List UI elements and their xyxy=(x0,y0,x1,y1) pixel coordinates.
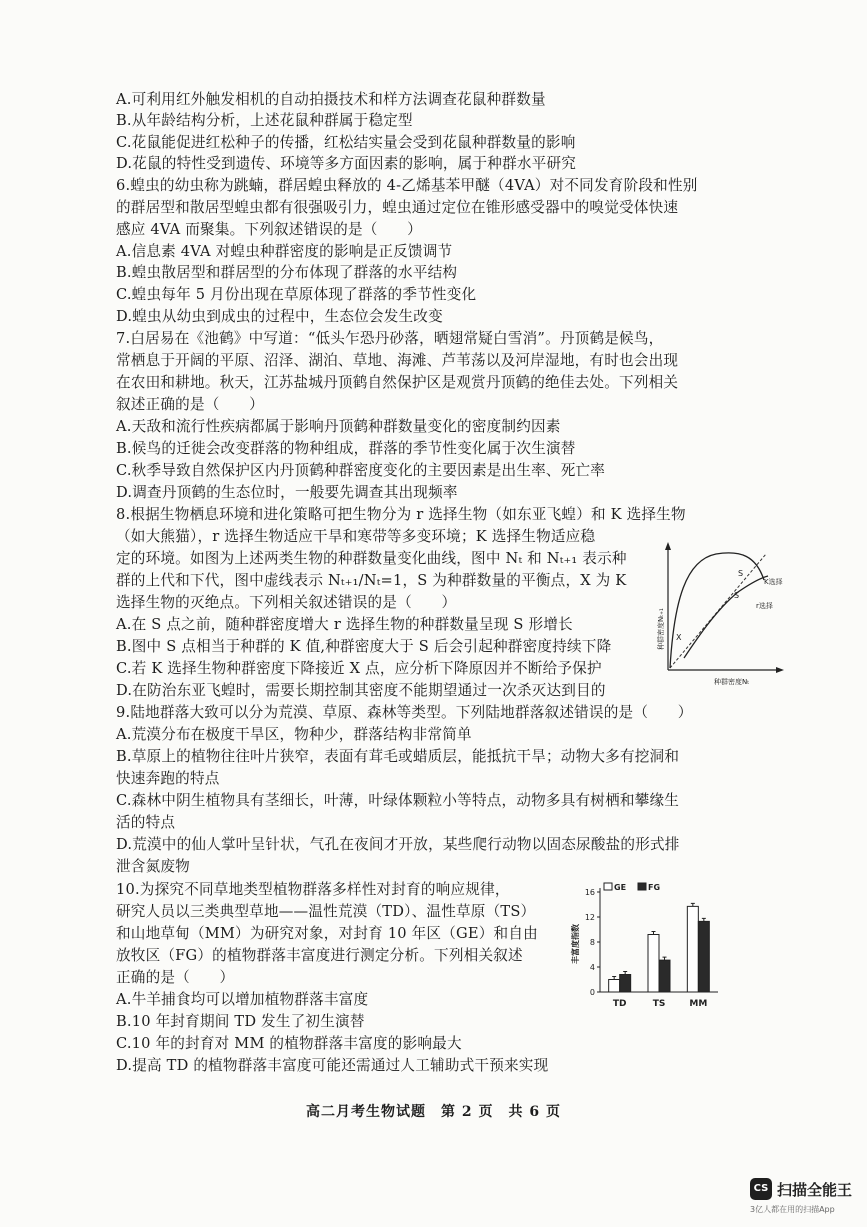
text-line: 10.为探究不同草地类型植物群落多样性对封育的响应规律， xyxy=(116,881,510,898)
text-line: 群的上代和下代，图中虚线表示 Nₜ₊₁/Nₜ=1，S 为种群数量的平衡点，X 为 K xyxy=(116,572,627,589)
fig8-k-label: K选择 xyxy=(764,578,783,586)
chart-y-tick-label: 16 xyxy=(584,888,595,897)
text-line: C.蝗虫每年 5 月份出现在草原体现了群落的季节性变化 xyxy=(116,286,477,303)
text-line: （如大熊猫），r 选择生物适应干旱和寒带等多变环境；K 选择生物适应稳 xyxy=(116,528,596,545)
fig8-s-lower: S xyxy=(734,591,740,600)
text-line: B.候鸟的迁徙会改变群落的物种组成，群落的季节性变化属于次生演替 xyxy=(116,440,576,457)
text-line: B.图中 S 点相当于种群的 K 值,种群密度大于 S 后会引起种群密度持续下降 xyxy=(116,638,612,655)
x-axis-arrow xyxy=(776,667,784,673)
scanner-watermark xyxy=(750,1175,862,1221)
text-line: 研究人员以三类典型草地——温性荒漠（TD）、温性草原（TS） xyxy=(116,903,536,920)
text-line: 泄含氮废物 xyxy=(116,858,190,875)
fig8-xlabel: 种群密度Nₜ xyxy=(714,678,750,686)
bar-FG-TS xyxy=(659,960,670,992)
legend-label: FG xyxy=(648,883,661,892)
text-line: 和山地草甸（MM）为研究对象，对封育 10 年区（GE）和自由 xyxy=(116,925,538,942)
scanner-brand-name: 扫描全能王 xyxy=(777,1181,853,1199)
population-curve-figure xyxy=(656,540,786,690)
text-line: D.花鼠的特性受到遗传、环境等多方面因素的影响，属于种群水平研究 xyxy=(116,155,577,172)
chart-ylabel: 丰富度指数 xyxy=(571,924,580,964)
fig8-r-label: r选择 xyxy=(756,602,773,610)
chart-category-label: MM xyxy=(689,999,708,1009)
text-line: 的群居型和散居型蝗虫都有很强吸引力，蝗虫通过定位在锥形感受器中的嗅觉受体快速 xyxy=(116,199,679,216)
text-line: 定的环境。如图为上述两类生物的种群数量变化曲线，图中 Nₜ 和 Nₜ₊₁ 表示种 xyxy=(116,550,627,567)
legend-swatch-GE xyxy=(604,883,612,890)
chart-y-tick-label: 8 xyxy=(589,938,595,947)
bar-FG-MM xyxy=(698,921,709,992)
text-line: 活的特点 xyxy=(116,814,176,831)
text-line: C.森林中阴生植物具有茎细长，叶薄，叶绿体颗粒小等特点，动物多具有树栖和攀缘生 xyxy=(116,792,680,809)
text-line: C.花鼠能促进红松种子的传播，红松结实量会受到花鼠种群数量的影响 xyxy=(116,134,576,151)
bar-FG-TD xyxy=(620,975,631,993)
text-line: A.信息素 4VA 对蝗虫种群密度的影响是正反馈调节 xyxy=(116,243,453,260)
fig8-x-label: X xyxy=(676,633,682,642)
text-line: 6.蝗虫的幼虫称为跳蝻，群居蝗虫释放的 4-乙烯基苯甲醚（4VA）对不同发育阶段和性别 xyxy=(116,177,698,194)
text-line: 7.白居易在《池鹤》中写道：“低头乍恐丹砂落，晒翅常疑白雪消”。丹顶鹤是候鸟， xyxy=(116,330,664,347)
text-line: D.调查丹顶鹤的生态位时，一般要先调查其出现频率 xyxy=(116,484,458,501)
legend-swatch-FG xyxy=(638,883,646,890)
fig8-s-upper: S xyxy=(738,569,744,578)
text-line: B.10 年封育期间 TD 发生了初生演替 xyxy=(116,1013,365,1030)
k-selection-curve xyxy=(684,576,768,658)
text-line: 8.根据生物栖息环境和进化策略可把生物分为 r 选择生物（如东亚飞蝗）和 K 选择生物 xyxy=(116,506,686,523)
text-line: 放牧区（FG）的植物群落丰富度进行测定分析。下列相关叙述 xyxy=(116,947,523,964)
text-line: B.蝗虫散居型和群居型的分布体现了群落的水平结构 xyxy=(116,264,458,281)
text-line: 在农田和耕地。秋天，江苏盐城丹顶鹤自然保护区是观赏丹顶鹤的绝佳去处。下列相关 xyxy=(116,374,679,391)
scanner-logo-icon: CS xyxy=(750,1178,772,1200)
chart-category-label: TD xyxy=(612,999,627,1009)
text-line: C.10 年的封育对 MM 的植物群落丰富度的影响最大 xyxy=(116,1035,462,1052)
text-line: A.牛羊捕食均可以增加植物群落丰富度 xyxy=(116,991,369,1008)
text-line: A.天敌和流行性疾病都属于影响丹顶鹤种群数量变化的密度制约因素 xyxy=(116,418,561,435)
bar-GE-TS xyxy=(648,935,659,993)
bar-GE-TD xyxy=(609,980,620,993)
text-line: 感应 4VA 而聚集。下列叙述错误的是（ ） xyxy=(116,221,422,238)
text-line: 正确的是（ ） xyxy=(116,969,235,986)
text-line: A.在 S 点之前，随种群密度增大 r 选择生物的种群数量呈现 S 形增长 xyxy=(116,616,573,633)
text-line: D.在防治东亚飞蝗时，需要长期控制其密度不能期望通过一次杀灭达到目的 xyxy=(116,682,606,699)
scanner-brand-tagline: 3亿人都在用的扫描App xyxy=(750,1205,835,1214)
fig8-ylabel: 种群密度Nₜ₊₁ xyxy=(657,608,665,650)
text-line: D.荒漠中的仙人掌叶呈针状，气孔在夜间才开放，某些爬行动物以固态尿酸盐的形式排 xyxy=(116,836,680,853)
richness-bar-chart xyxy=(566,880,726,1015)
text-line: 9.陆地群落大致可以分为荒漠、草原、森林等类型。下列陆地群落叙述错误的是（ ） xyxy=(116,704,693,721)
y-axis-arrow xyxy=(665,542,671,550)
text-line: C.若 K 选择生物种群密度下降接近 X 点，应分析下降原因并不断给予保护 xyxy=(116,660,602,677)
text-line: D.蝗虫从幼虫到成虫的过程中，生态位会发生改变 xyxy=(116,308,443,325)
chart-category-label: TS xyxy=(652,999,666,1009)
text-line: A.可利用红外触发相机的自动拍摄技术和样方法调查花鼠种群数量 xyxy=(116,91,546,108)
text-line: 快速奔跑的特点 xyxy=(116,770,220,787)
bar-GE-MM xyxy=(687,906,698,992)
chart-y-tick-label: 4 xyxy=(589,963,595,972)
text-line: 常栖息于开阔的平原、沼泽、湖泊、草地、海滩、芦苇荡以及河岸湿地，有时也会出现 xyxy=(116,352,679,369)
text-line: C.秋季导致自然保护区内丹顶鹤种群密度变化的主要因素是出生率、死亡率 xyxy=(116,462,606,479)
text-line: 选择生物的灭绝点。下列相关叙述错误的是（ ） xyxy=(116,594,457,611)
chart-y-tick-label: 0 xyxy=(589,988,595,997)
page-footer: 高二月考生物试题 第 2 页 共 6 页 xyxy=(306,1104,561,1120)
text-line: D.提高 TD 的植物群落丰富度可能还需通过人工辅助式干预来实现 xyxy=(116,1057,549,1074)
chart-y-tick-label: 12 xyxy=(584,913,595,922)
text-line: A.荒漠分布在极度干旱区，物种少，群落结构非常简单 xyxy=(116,726,472,743)
text-line: B.从年龄结构分析，上述花鼠种群属于稳定型 xyxy=(116,112,413,129)
text-line: 叙述正确的是（ ） xyxy=(116,396,264,413)
text-line: B.草原上的植物往往叶片狭窄，表面有茸毛或蜡质层，能抵抗干旱；动物大多有挖洞和 xyxy=(116,748,680,765)
legend-label: GE xyxy=(614,883,627,892)
